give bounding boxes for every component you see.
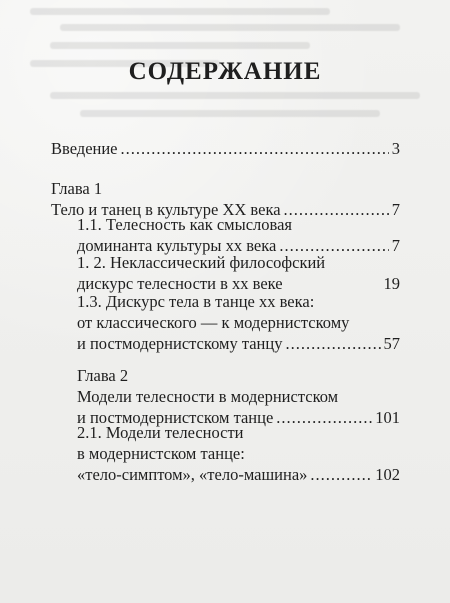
section-title-line: 1.3. Дискурс тела в танце хх века:: [77, 292, 315, 311]
toc-chapter-2[interactable]: [77, 365, 400, 428]
section-title-line: доминанта культуры хх века: [77, 236, 277, 255]
toc-page-number: 7: [391, 200, 400, 219]
section-title-line: в модернистском танце:: [77, 444, 245, 463]
section-title-line: 2.1. Модели телесности: [77, 423, 244, 442]
toc-entry-intro[interactable]: [51, 138, 400, 159]
toc-section-1-1[interactable]: [77, 214, 400, 256]
toc-section-1-2[interactable]: [77, 252, 400, 294]
section-title-line: 1. 2. Неклассический философский: [77, 253, 326, 272]
page-title: СОДЕРЖАНИЕ: [128, 58, 322, 85]
section-title-line: и постмодернистскому танцу: [77, 334, 283, 353]
toc-section-2-1[interactable]: [77, 422, 400, 485]
toc-page-number: 19: [383, 274, 400, 293]
toc-page-number: 102: [375, 465, 400, 484]
toc-page-number: 101: [375, 408, 400, 427]
toc-page-number: 7: [391, 236, 400, 255]
toc-section-1-3[interactable]: [77, 291, 400, 354]
toc-page-number: 3: [391, 139, 400, 158]
section-title-line: от классического — к модернистскому: [77, 313, 350, 332]
toc-leader-dots: [121, 138, 389, 159]
chapter-title: Тело и танец в культуре XX века: [51, 200, 281, 219]
toc-entry-label: Введение: [51, 139, 118, 158]
toc-page-number: 57: [383, 334, 400, 353]
chapter-heading: Глава 2: [77, 366, 129, 385]
toc-leader-dots: [310, 464, 372, 485]
toc-leader-dots: [285, 333, 380, 354]
chapter-heading: Глава 1: [51, 179, 103, 198]
section-title-line: «тело-симптом», «тело-машина»: [77, 465, 308, 484]
chapter-title: Модели телесности в модернистском: [77, 387, 339, 406]
chapter-title: и постмодернистском танце: [77, 408, 274, 427]
section-title-line: 1.1. Телесность как смысловая: [77, 215, 292, 234]
section-title-line: дискурс телесности в хх веке: [77, 274, 283, 293]
